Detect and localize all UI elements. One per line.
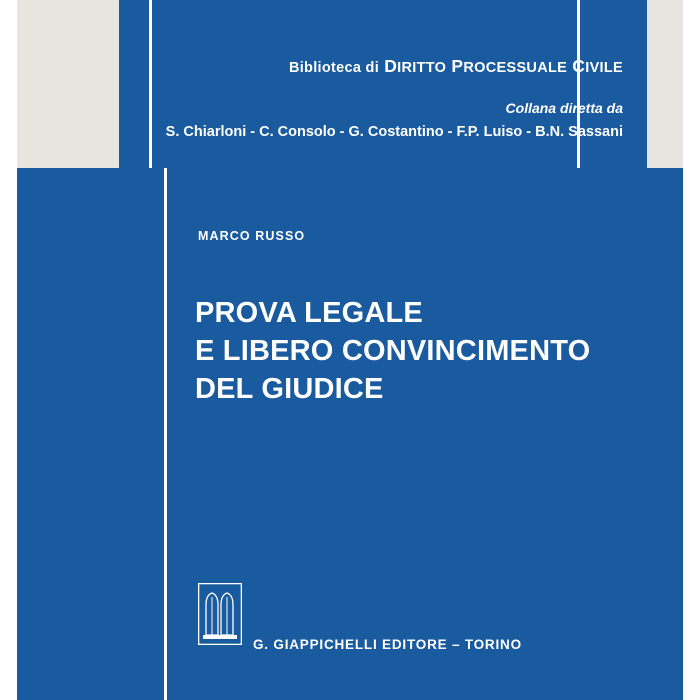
vertical-rule-right [577,0,580,168]
series-title [167,56,623,77]
series-directed-by-label: Collana diretta da [505,100,623,116]
series-title-word1-rest: IRITTO [397,60,447,76]
book-title [195,295,623,409]
series-title-prefix: Biblioteca di [288,60,380,76]
book-title-line-1: PROVA LEGALE [195,297,423,329]
header-band-right-panel [647,0,683,168]
header-band-left-panel [17,0,119,168]
series-title-word3-rest: IVILE [585,60,623,76]
series-title-word2-cap: P [451,56,464,76]
header-band-right-strip [625,0,647,168]
header-band-blue [119,0,683,168]
publisher-name: G. GIAPPICHELLI EDITORE – TORINO [253,637,522,652]
author-name: MARCO RUSSO [198,229,306,243]
series-directors: S. Chiarloni - C. Consolo - G. Costantino - F.P. Luiso - B.N. Sassani [165,124,623,140]
inner-keyline [164,168,167,700]
book-title-line-2: E LIBERO CONVINCIMENTO [195,334,591,367]
book-cover [17,0,683,700]
series-title-word3-cap: C [572,56,586,76]
series-title-word2-rest: ROCESSUALE [463,60,568,76]
vertical-rule-left [149,0,152,168]
series-title-word1-cap: D [384,56,398,76]
giappichelli-publisher-logo [198,583,242,645]
book-title-line-3: DEL GIUDICE [195,372,384,405]
